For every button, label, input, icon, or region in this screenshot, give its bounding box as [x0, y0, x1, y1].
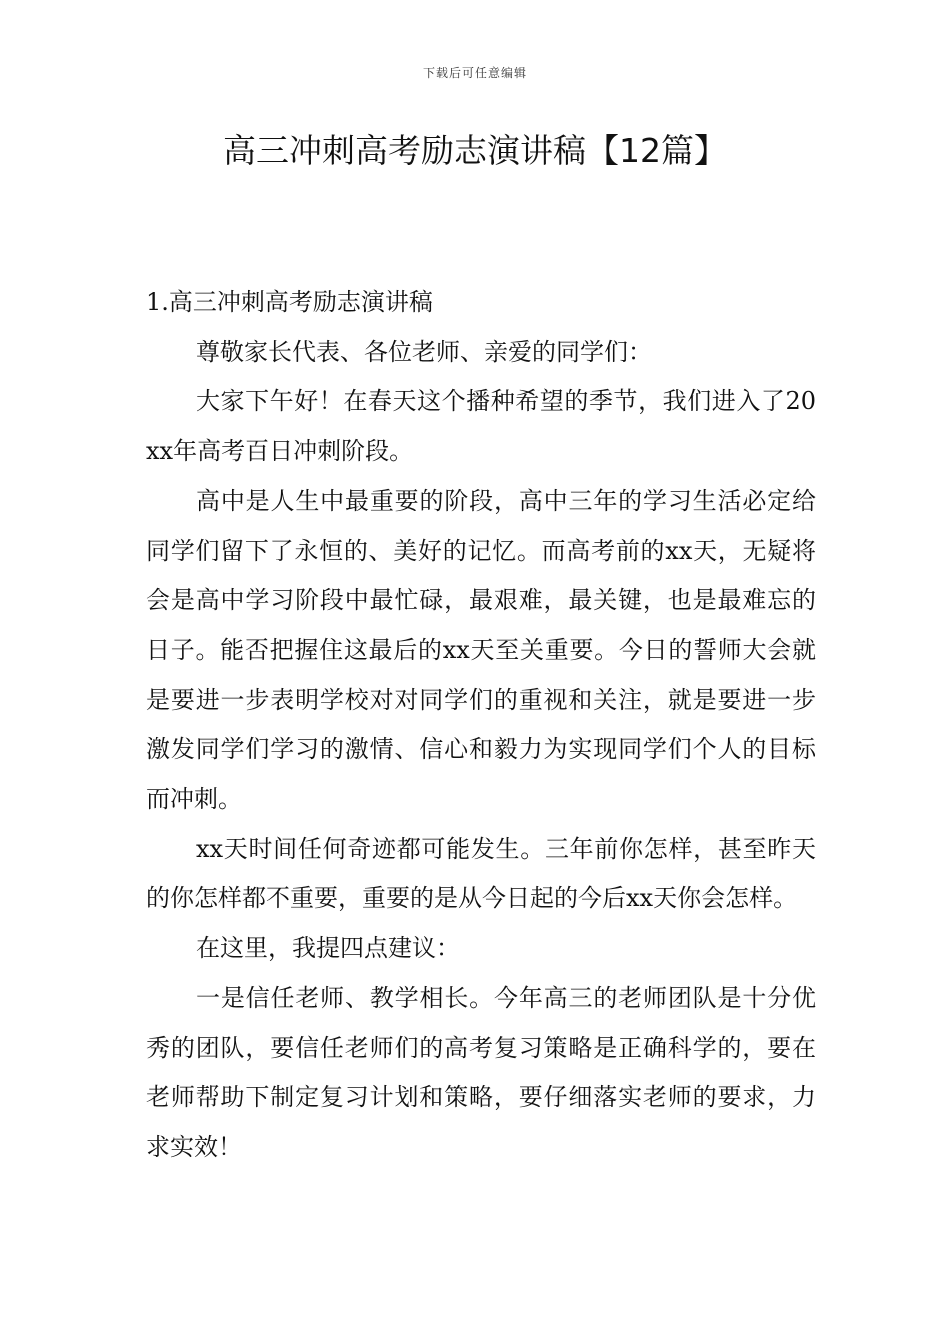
paragraph-salutation: 尊敬家长代表、各位老师、亲爱的同学们： [196, 337, 652, 366]
paragraph-importance: 高中是人生中最重要的阶段，高中三年的学习生活必定给同学们留下了永恒的、美好的记忆。而高考前的xx天，无疑将会是高中学习阶段中最忙碌，最艰难，最关键，也是最难忘的日子。能否把握住这最后的xx天至关重要。今日的誓师大会就是要进一步表明学校对对同学们的重视和关注，就是要进一步激发同学们学习的激情、信心和毅力为实现同学们个人的目标而冲刺。 [146, 486, 816, 814]
paragraph-suggestions-intro: 在这里，我提四点建议： [196, 934, 460, 963]
header-note: 下载后可任意编辑 [422, 66, 527, 80]
document-body [146, 278, 816, 1173]
section-heading: 1.高三冲刺高考励志演讲稿 [146, 288, 433, 316]
paragraph-suggestion-one: 一是信任老师、教学相长。今年高三的老师团队是十分优秀的团队，要信任老师们的高考复习策略是正确科学的，要在老师帮助下制定复习计划和策略，要仔细落实老师的要求，力求实效！ [146, 983, 816, 1161]
document-title: 高三冲刺高考励志演讲稿【12篇】 [223, 131, 727, 170]
paragraph-miracle: xx天时间任何奇迹都可能发生。三年前你怎样，甚至昨天的你怎样都不重要，重要的是从今日起的今后xx天你会怎样。 [146, 834, 816, 913]
paragraph-greeting: 大家下午好！在春天这个播种希望的季节，我们进入了20xx年高考百日冲刺阶段。 [146, 387, 816, 466]
